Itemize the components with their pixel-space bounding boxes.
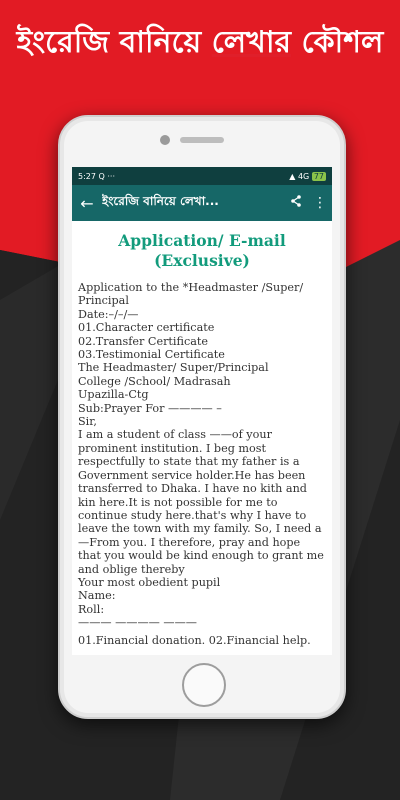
doc-line: 03.Testimonial Certificate — [78, 348, 225, 362]
doc-line: Application to the *Headmaster /Super/ — [78, 281, 304, 294]
document-content — [72, 221, 332, 651]
doc-closing: Name: — [78, 589, 116, 603]
speaker-grille — [180, 137, 224, 143]
headline-underlined-text: লেখার — [211, 25, 292, 60]
app-screen — [72, 167, 332, 655]
doc-line: Upazilla-Ctg — [78, 388, 149, 402]
doc-line: College /School/ Madrasah — [78, 374, 231, 388]
doc-closing: ——— ———— ——— — [78, 616, 197, 630]
share-icon[interactable] — [284, 195, 308, 211]
doc-closing: Your most obedient pupil — [78, 575, 221, 589]
document-title — [78, 231, 326, 271]
document-footer: 01.Financial donation. 02.Financial help. — [78, 633, 311, 647]
doc-line: 01.Character certificate — [78, 321, 215, 335]
document-title-line2: (Exclusive) — [154, 251, 250, 270]
status-app-indicator: Q — [98, 171, 105, 181]
doc-line: Date:–/–/— — [78, 307, 139, 321]
back-arrow-icon[interactable]: ← — [80, 193, 94, 213]
status-bar — [72, 167, 332, 185]
doc-line: Principal — [78, 294, 129, 308]
headline-text-2: কৌশল — [291, 25, 384, 60]
doc-line: The Headmaster/ Super/Principal — [78, 361, 269, 375]
more-vert-icon[interactable]: ⋮ — [313, 195, 327, 211]
status-dots: ··· — [107, 171, 115, 181]
doc-line: Sub:Prayer For ———— – — [78, 401, 222, 415]
signal-icon: ▲ — [289, 171, 296, 181]
battery-icon: 77 — [313, 171, 324, 181]
banner-headline — [0, 18, 400, 69]
document-body: I am a student of class ——of your prominent institution. I beg most respectfully to state that my father is a Government service holder.He has been transferred to Dhaka. I have no kith and kin here.It is not possible for me to continue study here.that's why I have to leave the town with my family. So, I need a —From you. I therefore, pray and hope that you would be kind enough to grant me and oblige thereby — [78, 428, 324, 576]
headline-text-1: ইংরেজি বানিয়ে — [16, 25, 212, 60]
app-bar-title: ইংরেজি বানিয়ে লেখা... — [102, 194, 219, 208]
doc-line: 02.Transfer Certificate — [78, 334, 209, 348]
status-time: 5:27 — [78, 171, 96, 181]
app-bar — [72, 185, 332, 221]
camera-icon — [160, 135, 170, 145]
doc-line: Sir, — [78, 415, 97, 429]
phone-frame — [58, 115, 346, 719]
network-label: 4G — [297, 171, 310, 181]
document-title-line1: Application/ E-mail — [118, 231, 286, 250]
home-button[interactable] — [182, 663, 226, 707]
doc-closing: Roll: — [78, 602, 105, 616]
